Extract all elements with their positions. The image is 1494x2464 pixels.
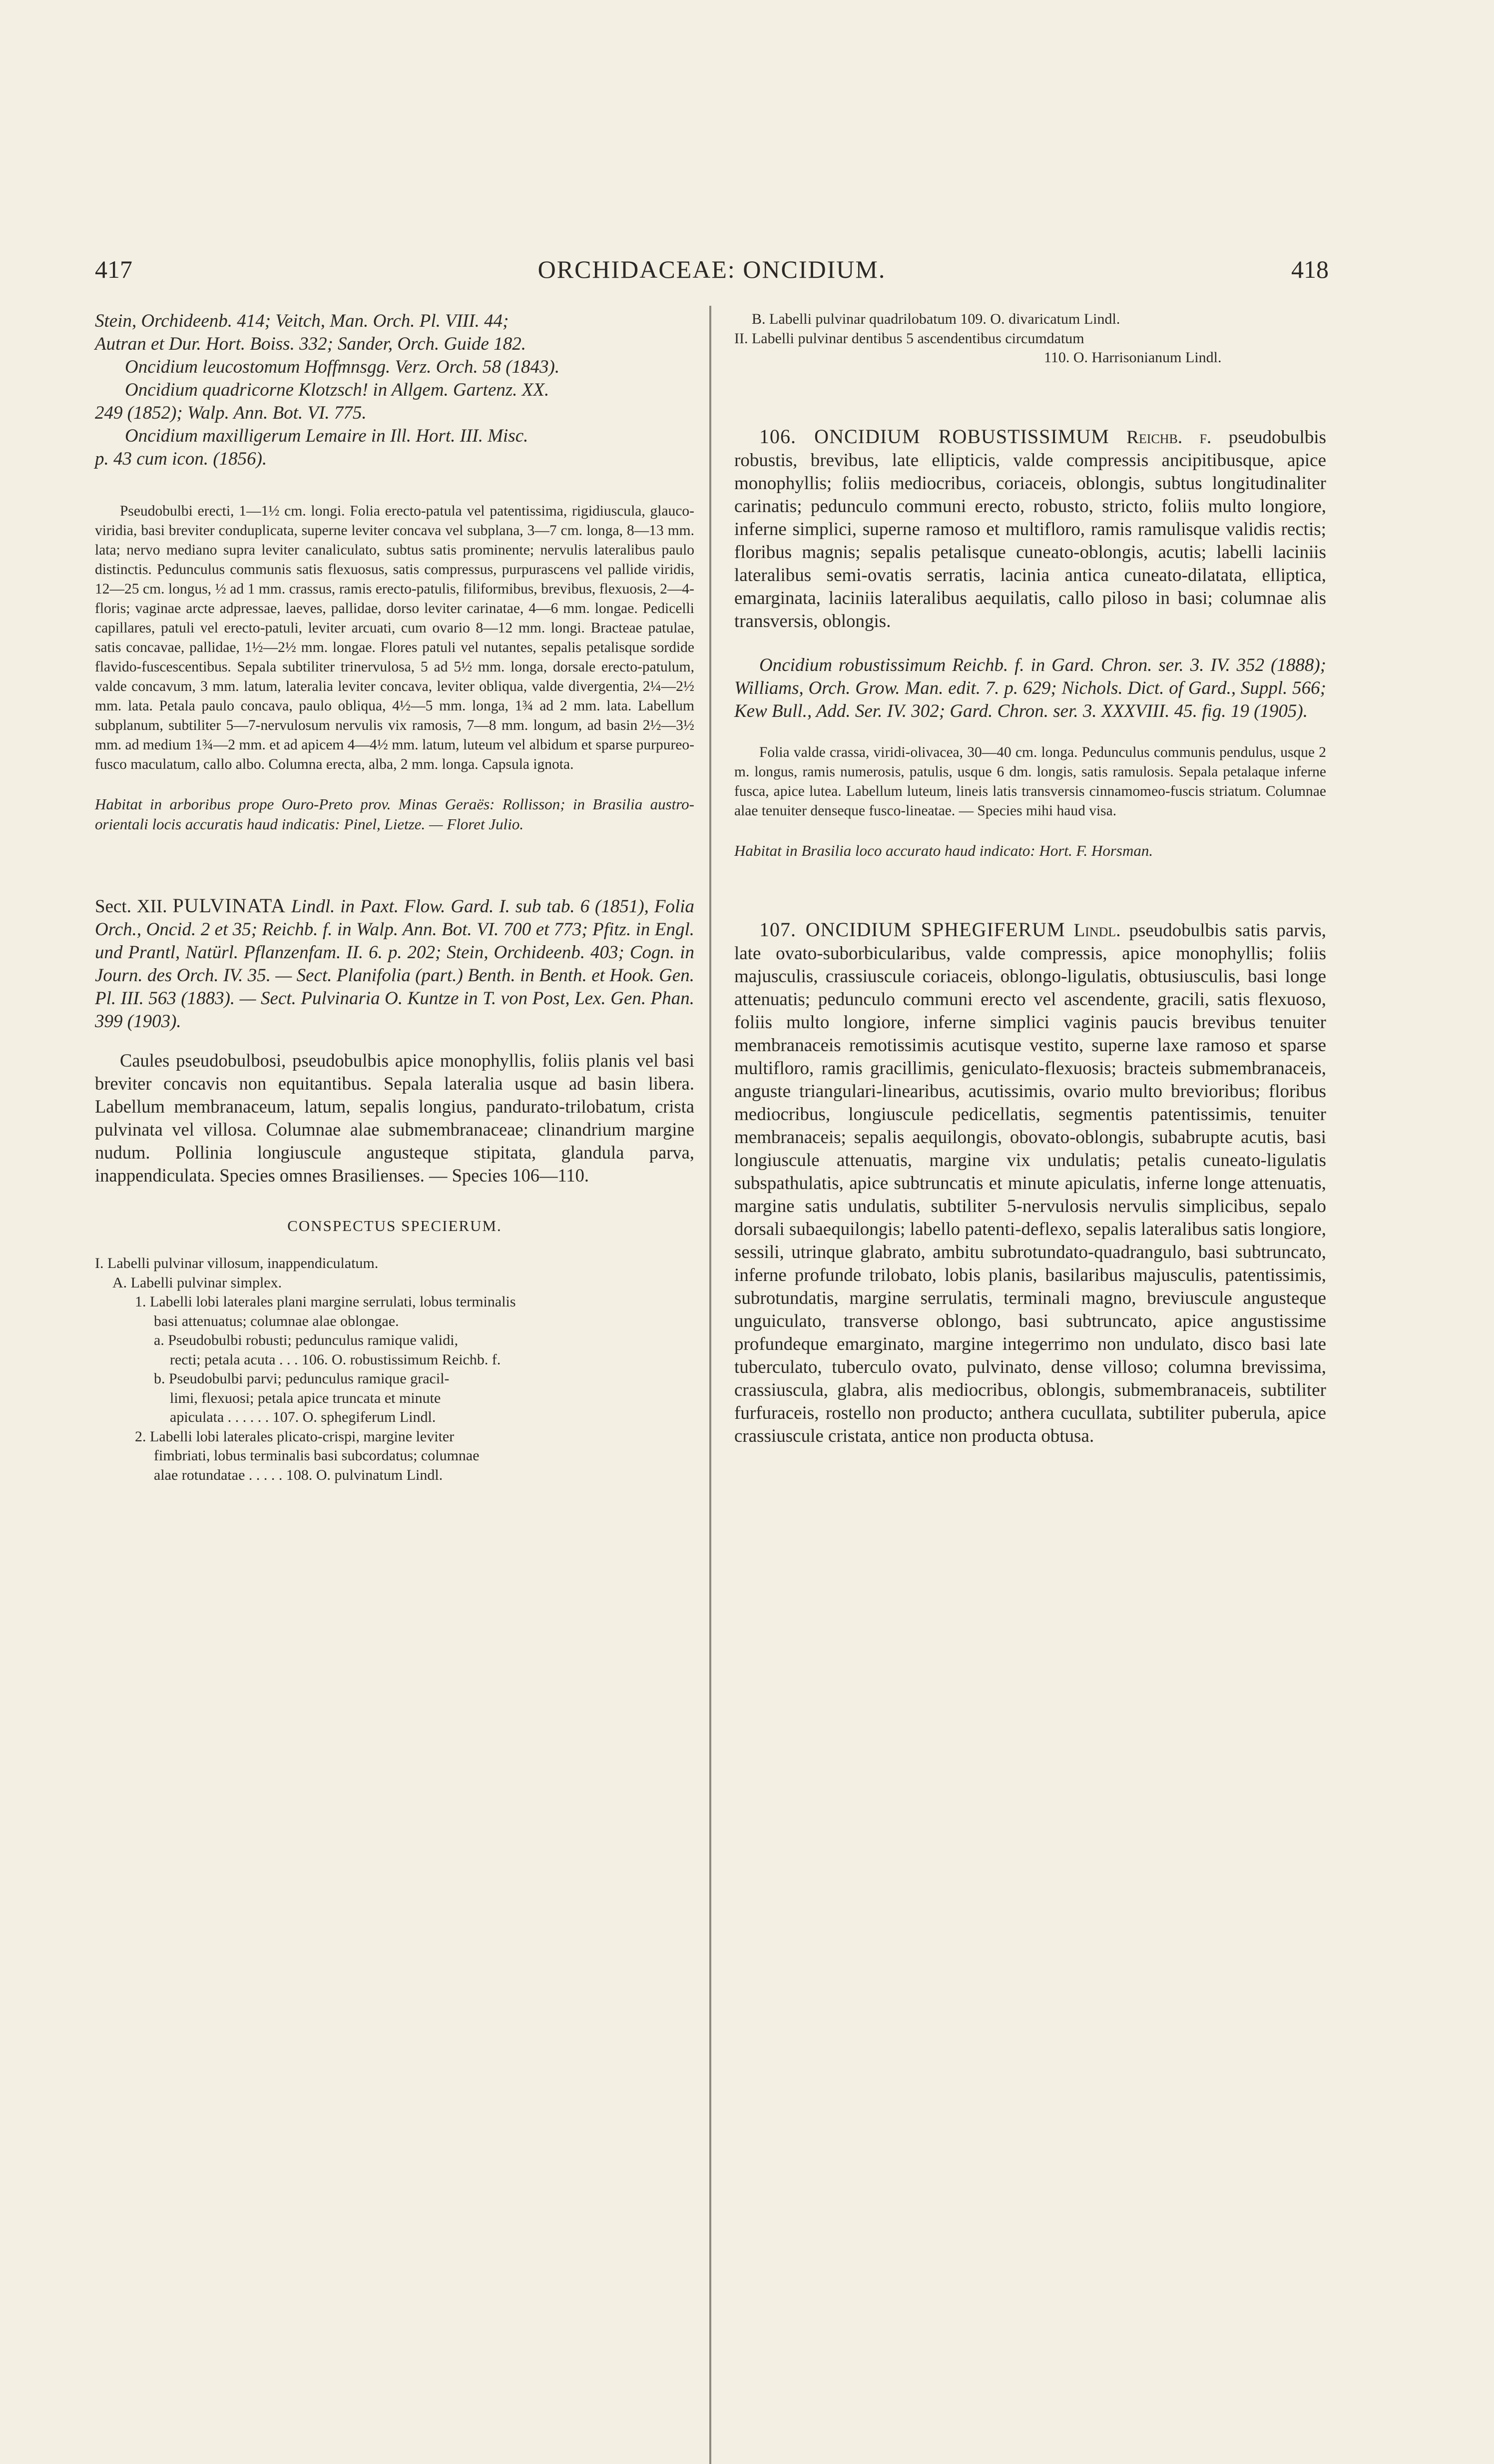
reference-line: Oncidium maxilligerum Lemaire in Ill. Hort. III. Misc. [125,426,528,446]
conspectus-title: CONSPECTUS SPECIERUM. [287,1217,502,1234]
key-line: recti; petala acuta . . . 106. O. robustissimum Reichb. f. [170,1351,501,1368]
species-key-continued [734,310,1326,368]
reference-line: 249 (1852); Walp. Ann. Bot. VI. 775. [95,403,367,423]
running-header [95,255,1329,290]
key-line: A. Labelli pulvinar simplex. [112,1274,282,1291]
species-106-habitat: Habitat in Brasilia loco accurato haud indicato: Hort. F. Horsman. [734,841,1153,859]
reference-line: Oncidium quadricorne Klotzsch! in Allgem. Gartenz. XX. [125,380,549,400]
key-line: 110. O. Harrisonianum Lindl. [1044,349,1222,366]
reference-line: Stein, Orchideenb. 414; Veitch, Man. Orch. Pl. VIII. 44; [95,311,509,331]
reference-line: Autran et Dur. Hort. Boiss. 332; Sander, Orch. Guide 182. [95,334,526,354]
species-key [95,1254,694,1485]
section-name: PULVINATA [172,894,286,917]
key-line: b. Pseudobulbi parvi; pedunculus ramique gracil- [154,1370,450,1387]
column-divider [709,306,711,2464]
key-line: alae rotundatae . . . . . 108. O. pulvinatum Lindl. [154,1466,443,1483]
section-references: Lindl. in Paxt. Flow. Gard. I. sub tab. 6 (1851), Folia Orch., Oncid. 2 et 35; Reichb. f. in Walp. Ann. Bot. VI. 700 et 773; Pfitz. in Engl. und Prantl, Natürl. Pflanzenfam. II. 6. p. 202; Stein, Orchideenb. 403; Cogn. in Journ. des Orch. IV. 35. — Sect. Planifolia (part.) Benth. in Benth. et Hook. Gen. Pl. III. 563 (1883). — Sect. Pulvinaria O. Kuntze in T. von Post, Lex. Gen. Phan. 399 (1903). [95,896,695,1032]
key-line: a. Pseudobulbi robusti; pedunculus ramique validi, [154,1332,459,1348]
species-107-author: Lindl. [1073,920,1121,941]
running-title: ORCHIDACEAE: ONCIDIUM. [537,255,886,283]
page-number-right: 418 [1291,255,1329,283]
species-107-diagnosis-text: pseudobulbis satis parvis, late ovato-suborbicularibus, valde compressis, apice monophyllis; foliis majusculis, crassiuscule coriaceis, oblongo-ligulatis, obtusiusculis, basi longe attenuatis; pedunculo communi erecto vel ascendente, gracili, satis flexuoso, foliis multo longiore, inferne simplici vaginis paucis brevibus tenuiter membranaceis remotissimis acutisque vestito, superne laxe ramoso et sparse multifloro, ramis gracillimis, geniculato-flexuosis; bracteis submembranaceis, anguste triangulari-linearibus, acutissimis, ovario multo brevioribus; floribus mediocribus, longiuscule pedicellatis, segmentis patentissimis, tenuiter membranaceis; sepalis aequilongis, obovato-oblongis, subabrupte acutis, basi longiuscule attenuatis, margine vix undulatis; petalis cuneato-ligulatis subspathulatis, apice subtruncatis et minute apiculatis, inferne longe attenuatis, margine satis undulatis, subtiliter 5-nervulosis nervulis simplicibus, sepalo dorsali subaequilongis; labello patenti-deflexo, sepalis lateralibus satis longiore, sessili, utrinque glabrato, ambitu subrotundato-quadrangulo, basi subtruncato, inferne profunde trilobato, lobis planis, basilaribus majusculis, patentissimis, subrotundatis, margine serrulatis, terminali magno, breviuscule angusteque unguiculato, transverse oblongo, basi subtruncato, apice angustissime profundeque emarginato, margine integerrimo non undulato, disco basi late tuberculato, tuberculo ovato, pulvinato, dense villoso; columna brevissima, crassiuscula, glabra, alis mediocribus, oblongis, submembranaceis, subtiliter furfuraceis, rostello non producto; anthera cucullata, subtiliter puberula, apice crassiuscule cristata, antice non producta obtusa. [734,920,1327,1446]
species-106-diagnosis-text: pseudobulbis robustis, brevibus, late ellipticis, valde compressis ancipitibusque, apice monophyllis; foliis mediocribus, coriaceis, oblongis, subtus longitudinaliter carinatis; pedunculo communi erecto, robusto, stricto, foliis multo longiore, inferne simplici, superne ramoso et multifloro, ramis ramulisque validis rectis; floribus magnis; sepalis petalisque cuneato-oblongis, acutis; labelli laciniis lateralibus semi-ovatis serratis, lacinia antica cuneato-dilatata, elliptica, emarginata, laciniis lateralibus aequilatis, callo piloso in basi; columnae alis transversis, oblongis. [734,427,1327,631]
species-106-author: Reichb. f. [1126,427,1212,448]
section-description: Caules pseudobulbosi, pseudobulbis apice monophyllis, foliis planis vel basi breviter concavis non equitantibus. Sepala lateralia usque ad basin libera. Labellum membranaceum, latum, sepalis longius, pandurato-trilobatum, crista pulvinata vel villosa. Columnae alae submembranaceae; clinandrium margine nudum. Pollinia longiuscule angusteque stipitata, glandula parva, inappendiculata. Species omnes Brasilienses. — Species 106—110. [95,1050,694,1186]
reference-line: Oncidium leucostomum Hoffmnsgg. Verz. Orch. 58 (1843). [125,357,560,377]
key-line: basi attenuatus; columnae alae oblongae. [154,1312,399,1329]
key-line: fimbriati, lobus terminalis basi subcordatus; columnae [154,1447,480,1464]
key-line: 2. Labelli lobi laterales plicato-crispi, margine leviter [135,1428,455,1445]
key-line: limi, flexuosi; petala apice truncata et minute [170,1389,441,1406]
right-column [734,310,1326,1448]
key-line: II. Labelli pulvinar dentibus 5 ascendentibus circumdatum [734,330,1084,347]
key-line: apiculata . . . . . . 107. O. sphegiferum Lindl. [170,1409,436,1425]
key-line: B. Labelli pulvinar quadrilobatum 109. O. divaricatum Lindl. [752,311,1120,327]
left-column [95,310,694,1485]
species-106-diagnosis [734,425,1326,633]
species-106-description: Folia valde crassa, viridi-olivacea, 30—40 cm. longa. Pedunculus communis pendulus, usque 2 m. longus, ramis numerosis, patulis, usque 6 dm. longis, satis ramulosis. Sepala petalaque inferne fusca, apice lutea. Labellum luteum, lineis latis transversis cinnamomeo-fuscis striatum. Columnae alae tenuiter denseque fusco-lineatae. — Species mihi haud visa. [734,744,1326,819]
species-106-references: Oncidium robustissimum Reichb. f. in Gard. Chron. ser. 3. IV. 352 (1888); Williams, Orch. Grow. Man. edit. 7. p. 629; Nichols. Dict. of Gard., Suppl. 566; Kew Bull., Add. Ser. IV. 302; Gard. Chron. ser. 3. XXXVIII. 45. fig. 19 (1905). [734,654,1326,721]
species-106-name: 106. ONCIDIUM ROBUSTISSIMUM [759,425,1109,448]
habitat-note: Habitat in arboribus prope Ouro-Preto prov. Minas Geraës: Rollisson; in Brasilia austro-orientali locis accuratis haud indicatis: Pinel, Lietze. — Floret Julio. [95,795,694,833]
section-heading [95,894,694,1033]
section-label: Sect. XII. [95,896,167,917]
species-description: Pseudobulbi erecti, 1—1½ cm. longi. Folia erecto-patula vel patentissima, rigidiuscula, glauco-viridia, basi breviter conduplicata, superne leviter concava vel subplana, 3—7 cm. longa, 8—13 mm. lata; nervo mediano supra leviter canaliculato, subtus satis prominente; nervulis lateralibus paulo distinctis. Pedunculus communis satis flexuosus, satis compressus, purpurascens vel pallide viridis, 12—25 cm. longus, ½ ad 1 mm. crassus, ramis erecto-patulis, filiformibus, brevibus, flexuosis, 2—4-floris; vaginae arcte adpressae, laeves, pallidae, dorso leviter carinatae, 4—6 mm. longae. Pedicelli capillares, patuli vel erecto-patuli, leviter arcuati, cum ovario 8—12 mm. longi. Bracteae patulae, satis concavae, pallidae, 1½—2½ mm. longae. Flores patuli vel nutantes, sepalis petalisque sordide flavido-fuscescentibus. Sepala subtiliter trinervulosa, 5 ad 5½ mm. longa, dorsale erecto-patulum, valde concavum, 3 mm. latum, lateralia leviter concava, leviter obliqua, valde divergentia, 2¼—2½ mm. lata. Petala paulo concava, paulo obliqua, 4½—5 mm. longa, 1¾ ad 2 mm. lata. Labellum subplanum, subtiliter 5—7-nervulosum nervulis vix ramosis, 7—8 mm. longum, ad basin 2½—3½ mm. ad medium 1¾—2 mm. et ad apicem 4—4½ mm. latum, luteum vel albidum et sparse purpureo-fusco maculatum, callo albo. Columna erecta, alba, 2 mm. longa. Capsula ignota. [95,503,694,772]
species-107-name: 107. ONCIDIUM SPHEGIFERUM [759,918,1065,941]
page-number-left: 417 [95,255,132,283]
reference-line: p. 43 cum icon. (1856). [95,449,267,469]
species-107-diagnosis [734,918,1326,1448]
references-continued [95,310,694,471]
key-line: 1. Labelli lobi laterales plani margine serrulati, lobus terminalis [135,1293,516,1310]
key-line: I. Labelli pulvinar villosum, inappendiculatum. [95,1255,379,1271]
